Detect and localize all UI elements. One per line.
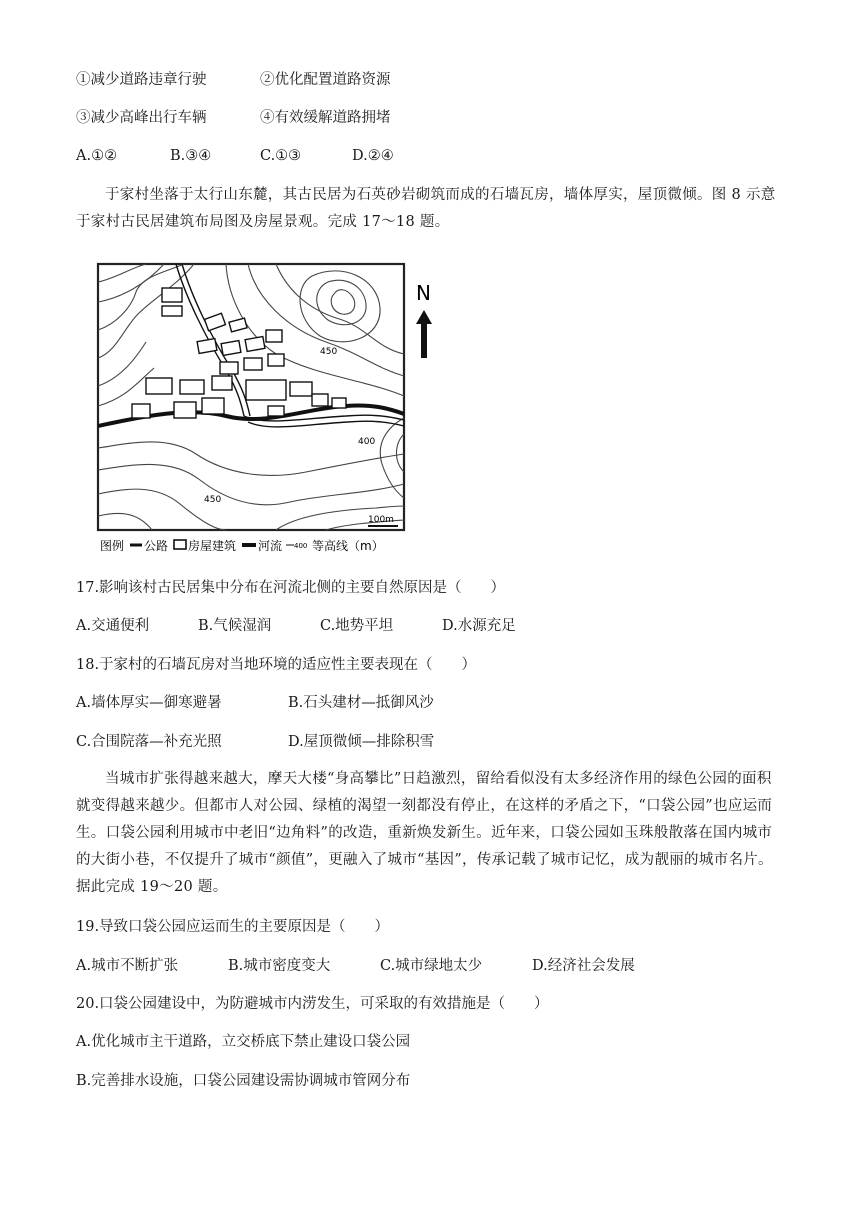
q19-option-c: C.城市绿地太少 [380,958,483,974]
scale-label: 100m [368,515,394,525]
q18-choices-row2 [76,732,434,752]
q18-stem: 18.于家村的石墙瓦房对当地环境的适应性主要表现在（ ） [76,657,477,673]
q16-statement-1: ①减少道路违章行驶 [76,72,207,88]
q16-option-c: C.①③ [260,148,302,164]
q19-option-a: A.城市不断扩张 [76,958,179,974]
q17-option-a: A.交通便利 [76,618,150,634]
q18-choices-row1 [76,693,434,713]
legend-title: 图例 [100,539,125,553]
q16-statement-3: ③减少高峰出行车辆 [76,110,207,126]
q19-choices [76,956,635,976]
q20-stem: 20.口袋公园建设中，为防避城市内涝发生，可采取的有效措施是（ ） [76,996,549,1012]
q16-option-b: B.③④ [170,148,212,164]
q18-option-d: D.屋顶微倾—排除积雪 [288,734,435,750]
q16-statements-row2 [76,108,391,128]
q16-statement-4: ④有效缓解道路拥堵 [260,110,391,126]
legend-house: 房屋建筑 [188,539,237,553]
q19-stem: 19.导致口袋公园应运而生的主要原因是（ ） [76,919,390,935]
q17-option-d: D.水源充足 [442,618,516,634]
q20-option-a: A.优化城市主干道路，立交桥底下禁止建设口袋公园 [76,1034,411,1050]
north-label: N [416,281,431,305]
q18-option-b: B.石头建材—抵御风沙 [288,695,434,711]
map-legend [100,538,384,553]
q17-stem: 17.影响该村古民居集中分布在河流北侧的主要自然原因是（ ） [76,580,506,596]
contour-label-400: 400 [358,437,376,447]
village-layout-map [76,258,446,558]
contour-label-450-south: 450 [204,495,222,505]
legend-contour-sample: 400 [294,542,308,550]
q16-statement-2: ②优化配置道路资源 [260,72,391,88]
q16-choices [76,146,394,166]
q18-option-c: C.合围院落—补充光照 [76,734,222,750]
q17-choices [76,616,516,636]
q17-option-c: C.地势平坦 [320,618,394,634]
legend-road: 公路 [144,539,169,553]
q16-option-d: D.②④ [352,148,394,164]
q16-option-a: A.①② [76,148,118,164]
q19-option-b: B.城市密度变大 [228,958,331,974]
q18-option-a: A.墙体厚实—御寒避暑 [76,695,222,711]
passage-pocket-park: 当城市扩张得越来越大，摩天大楼“身高攀比”日趋激烈，留给看似没有太多经济作用的绿色公园的面积就变得越来越少。但都市人对公园、绿植的渴望一刻都没有停止，在这样的矛盾之下，“口袋公园”也应运而生。口袋公园利用城市中老旧“边角料”的改造，重新焕发新生。近年来，口袋公园如玉珠般散落在国内城市的大街小巷，不仅提升了城市“颜值”，更融入了城市“基因”，传承记载了城市记忆，成为靓丽的城市名片。据此完成 19～20 题。 [76,771,773,895]
q16-statements-row1 [76,70,391,90]
contour-label-450-north: 450 [320,347,338,357]
legend-river: 河流 [258,539,283,553]
passage-yujia-village: 于家村坐落于太行山东麓，其古民居为石英砂岩砌筑而成的石墙瓦房，墙体厚实，屋顶微倾。图 8 示意于家村古民居建筑布局图及房屋景观。完成 17～18 题。 [76,187,776,230]
q20-option-b: B.完善排水设施，口袋公园建设需协调城市管网分布 [76,1073,411,1089]
legend-contour: 等高线（m） [312,539,384,553]
north-arrow-icon [416,310,432,358]
legend-house-icon [174,540,186,549]
q17-option-b: B.气候湿润 [198,618,272,634]
q19-option-d: D.经济社会发展 [532,958,635,974]
